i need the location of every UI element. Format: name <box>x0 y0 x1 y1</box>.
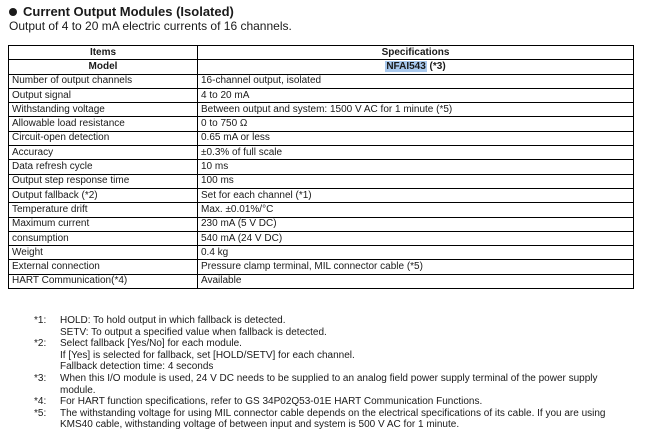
table-row <box>9 160 634 174</box>
table-row <box>9 131 634 145</box>
item-cell: External connection <box>9 260 198 274</box>
spec-cell: 0.65 mA or less <box>198 131 634 145</box>
table-row <box>9 231 634 245</box>
model-note: (*3) <box>426 60 446 72</box>
footnote-number: *5: <box>34 407 47 419</box>
footnote-text: When this I/O module is used, 24 V DC needs to be supplied to an analog field power supply terminal of the power supply module. <box>60 372 598 396</box>
footnote <box>0 373 648 396</box>
table-row <box>9 103 634 117</box>
footnote-number: *2: <box>34 338 47 350</box>
section-title <box>9 4 234 19</box>
table-row <box>9 217 634 231</box>
header-specifications: Specifications <box>198 46 634 60</box>
spec-cell: 4 to 20 mA <box>198 88 634 102</box>
table-row <box>9 146 634 160</box>
item-cell: Accuracy <box>9 146 198 160</box>
bullet-icon <box>9 8 17 16</box>
footnote-text: If [Yes] is selected for fallback, set [HOLD/SETV] for each channel. <box>60 349 355 361</box>
spec-cell: 230 mA (5 V DC) <box>198 217 634 231</box>
item-cell: Number of output channels <box>9 74 198 88</box>
footnote <box>0 338 648 373</box>
item-cell: Output fallback (*2) <box>9 188 198 202</box>
spec-table <box>8 45 634 289</box>
table-row <box>9 188 634 202</box>
item-cell: Data refresh cycle <box>9 160 198 174</box>
spec-cell: Max. ±0.01%/°C <box>198 203 634 217</box>
spec-cell: Available <box>198 274 634 288</box>
item-cell: Output signal <box>9 88 198 102</box>
section-title-text: Current Output Modules (Isolated) <box>23 4 234 19</box>
table-row <box>9 246 634 260</box>
footnotes <box>0 315 648 431</box>
spec-cell: Set for each channel (*1) <box>198 188 634 202</box>
spec-cell: 0.4 kg <box>198 246 634 260</box>
footnote-number: *1: <box>34 315 47 326</box>
table-header-row <box>9 46 634 60</box>
table-row <box>9 88 634 102</box>
spec-cell: 10 ms <box>198 160 634 174</box>
footnote-text: Select fallback [Yes/No] for each module. <box>60 338 242 350</box>
table-model-row <box>9 60 634 74</box>
item-cell: Temperature drift <box>9 203 198 217</box>
footnote <box>0 408 648 431</box>
spec-cell: 16-channel output, isolated <box>198 74 634 88</box>
model-cell <box>198 60 634 74</box>
item-cell: Allowable load resistance <box>9 117 198 131</box>
spec-cell: 100 ms <box>198 174 634 188</box>
item-cell: Withstanding voltage <box>9 103 198 117</box>
header-items: Items <box>9 46 198 60</box>
item-cell: Weight <box>9 246 198 260</box>
spec-cell: 0 to 750 Ω <box>198 117 634 131</box>
model-value: NFAI543 <box>386 60 426 72</box>
section-subtitle: Output of 4 to 20 mA electric currents of 16 channels. <box>9 19 292 33</box>
footnote-text: The withstanding voltage for using MIL connector cable depends on the electrical specifications of its cable. If you are using KMS40 cable, withstanding voltage of between input and system is 500 V AC for 1 minute. <box>60 407 606 431</box>
table-row <box>9 260 634 274</box>
item-cell: Circuit-open detection <box>9 131 198 145</box>
footnote-text: SETV: To output a specified value when fallback is detected. <box>60 326 327 338</box>
footnote <box>0 396 648 408</box>
footnote-text: HOLD: To hold output in which fallback is detected. <box>60 315 286 326</box>
spec-cell: ±0.3% of full scale <box>198 146 634 160</box>
item-cell: consumption <box>9 231 198 245</box>
spec-cell: Between output and system: 1500 V AC for 1 minute (*5) <box>198 103 634 117</box>
footnote <box>0 315 648 338</box>
footnote-number: *3: <box>34 372 47 384</box>
item-cell: Maximum current <box>9 217 198 231</box>
footnote-number: *4: <box>34 396 47 408</box>
item-cell: Output step response time <box>9 174 198 188</box>
spec-cell: 540 mA (24 V DC) <box>198 231 634 245</box>
table-row <box>9 174 634 188</box>
table-row <box>9 74 634 88</box>
item-cell: HART Communication(*4) <box>9 274 198 288</box>
spec-cell: Pressure clamp terminal, MIL connector cable (*5) <box>198 260 634 274</box>
model-label: Model <box>9 60 198 74</box>
footnote-text: Fallback detection time: 4 seconds <box>60 361 214 373</box>
footnote-text: For HART function specifications, refer to GS 34P02Q53-01E HART Communication Functions. <box>60 396 483 408</box>
table-row <box>9 203 634 217</box>
table-row <box>9 274 634 288</box>
table-row <box>9 117 634 131</box>
